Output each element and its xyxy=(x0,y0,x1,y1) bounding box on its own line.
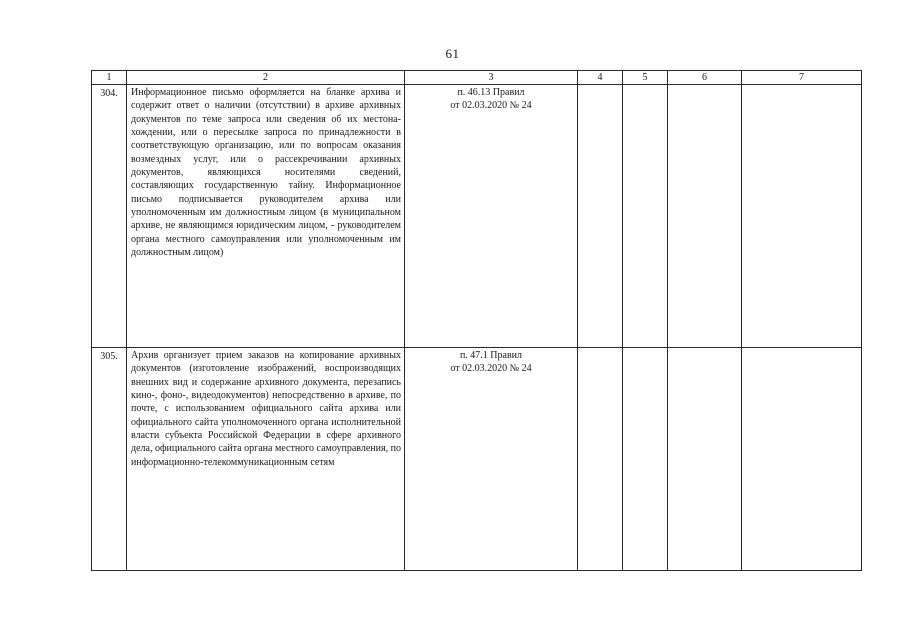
table-row xyxy=(92,348,862,571)
column-header-7: 7 xyxy=(742,71,862,85)
empty-cell-col5 xyxy=(623,348,668,571)
reference-line-1: п. 47.1 Правил xyxy=(459,350,523,361)
empty-cell-col4 xyxy=(578,85,623,348)
empty-cell-col7 xyxy=(742,348,862,571)
column-header-1: 1 xyxy=(92,71,127,85)
column-header-3: 3 xyxy=(405,71,578,85)
empty-cell-col5 xyxy=(623,85,668,348)
empty-cell-col7 xyxy=(742,85,862,348)
table-header-row xyxy=(92,71,862,85)
empty-cell-col4 xyxy=(578,348,623,571)
row-reference xyxy=(405,348,578,571)
row-number: 305. xyxy=(92,348,127,571)
row-description: Информационное письмо оформляется на бланке архива и содержит ответ о наличии (отсутствии) в архиве архивных документов по теме запроса или сведения об их местонахождении, или о пересылке запроса по принадлежности в соответствующую организацию, или по вопросам оказания возмездных услуг, или о рассекречивании архивных документов, являющихся носителями сведений, составляющих государственную тайну. Информационное письмо подписывается руководителем архива или уполномоченным им должностным лицом (в муниципальном архиве, не являющимся юридическим лицом, - руководителем органа местного самоуправления или уполномоченным им должностным лицом) xyxy=(127,85,405,348)
empty-cell-col6 xyxy=(668,348,742,571)
row-number: 304. xyxy=(92,85,127,348)
table-row xyxy=(92,85,862,348)
column-header-4: 4 xyxy=(578,71,623,85)
column-header-6: 6 xyxy=(668,71,742,85)
reference-line-2: от 02.03.2020 № 24 xyxy=(450,363,532,375)
row-reference xyxy=(405,85,578,348)
column-header-2: 2 xyxy=(127,71,405,85)
reference-line-2: от 02.03.2020 № 24 xyxy=(450,100,532,112)
empty-cell-col6 xyxy=(668,85,742,348)
row-description: Архив организует прием заказов на копирование архивных документов (изготовление изображений, воспроизводящих внешних вид и содержание архивного документа, перезапись кино-, фоно-, видеодокументов) непосредственно в архиве, по почте, с использованием официального сайта архива или официального сайта уполномоченного органа исполнительной власти субъекта Российской Федерации в сфере архивного дела, официального сайта органа местного самоуправления, по информационно-телекоммуникационным сетям xyxy=(127,348,405,571)
page-number: 61 xyxy=(445,46,460,61)
reference-line-1: п. 46.13 Правил xyxy=(457,87,525,98)
column-header-5: 5 xyxy=(623,71,668,85)
document-table xyxy=(91,70,862,571)
